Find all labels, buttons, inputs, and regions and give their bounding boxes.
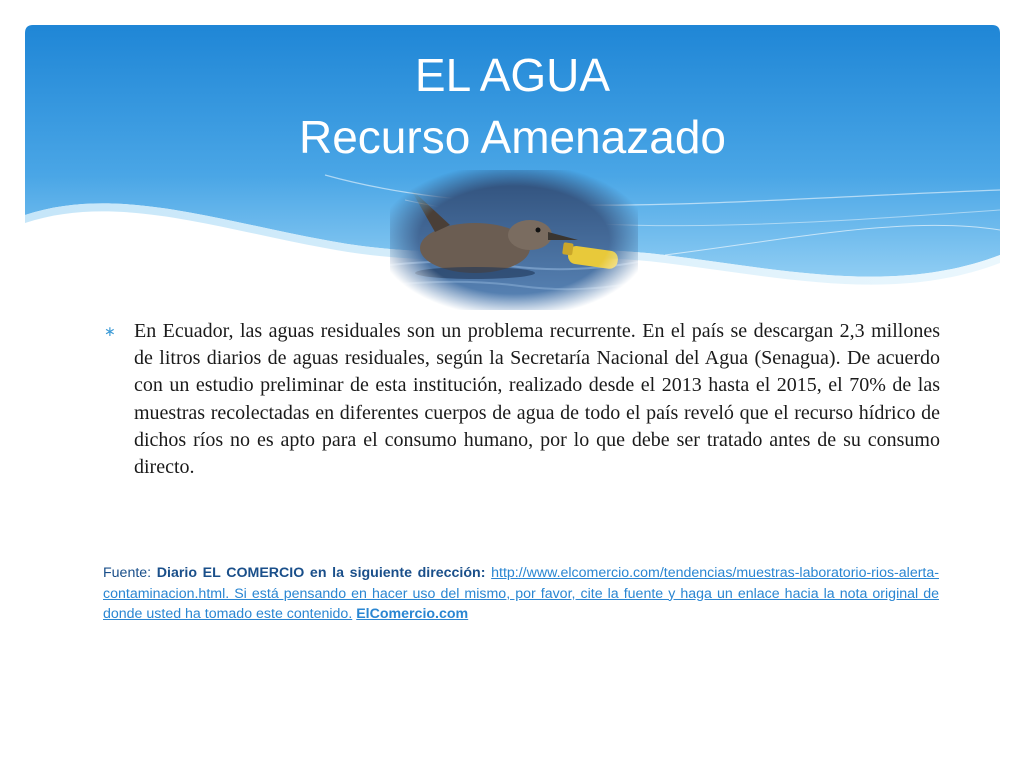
slide-title: [25, 44, 1000, 168]
source-label: Fuente:: [103, 565, 157, 581]
title-line-2: Recurso Amenazado: [298, 111, 727, 163]
source-url-link[interactable]: http://www.elcomercio.com/tendencias/muestras-laboratorio-rios-alerta-contaminacion.html. Si está pensando en hacer uso del mismo, por favor, cite la fuente y haga un enlace hacia la nota original de donde usted ha tomado este contenido.: [103, 565, 939, 622]
elcomercio-link[interactable]: ElComercio.com: [356, 606, 469, 622]
source-citation: [103, 563, 939, 625]
bullet-paragraph: En Ecuador, las aguas residuales son un problema recurrente. En el país se descargan 2,3 millones de litros diarios de aguas residuales, según la Secretaría Nacional del Agua (Senagua). De acuerdo con un estudio preliminar de esta institución, realizado desde el 2013 hasta el 2015, el 70% de las muestras recolectadas en diferentes cuerpos de agua de todo el país reveló que el recurso hídrico de dichos ríos no es apto para el consumo humano, por lo que debe ser tratado antes de su consumo directo.: [134, 320, 940, 479]
source-bold-text: Diario EL COMERCIO en la siguiente dirección:: [156, 565, 486, 581]
bullet-list: [100, 318, 940, 481]
title-line-1: EL AGUA: [414, 49, 611, 101]
asterisk-bullet-icon: ∗: [104, 324, 116, 340]
seagull-photo: [390, 170, 638, 310]
